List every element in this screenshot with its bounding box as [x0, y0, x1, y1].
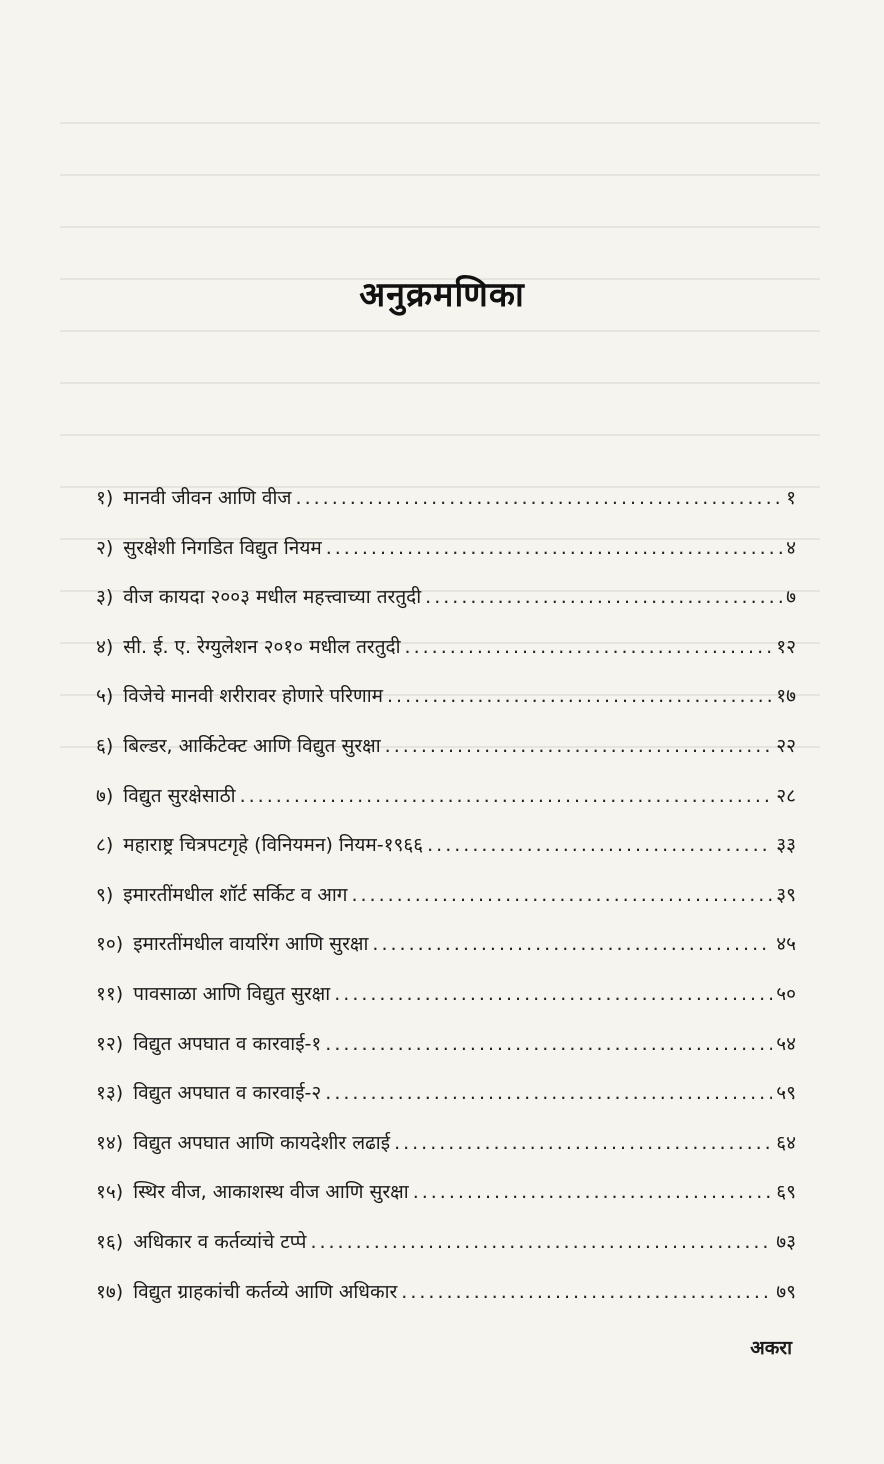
toc-entry-label: विद्युत सुरक्षेसाठी	[123, 784, 236, 807]
toc-entry-page: १७	[776, 685, 796, 708]
toc-entry-label: सुरक्षेशी निगडित विद्युत नियम	[123, 536, 322, 559]
toc-entry-page: ७	[786, 586, 796, 609]
page-title: अनुक्रमणिका	[359, 275, 525, 315]
leader-dots	[296, 474, 783, 524]
leader-dots	[334, 970, 772, 1020]
toc-entry-label: वीज कायदा २००३ मधील महत्त्वाच्या तरतुदी	[123, 586, 422, 609]
toc-entry-label: बिल्डर, आर्किटेक्ट आणि विद्युत सुरक्षा	[123, 734, 381, 757]
page-number-footer: अकरा	[750, 1337, 792, 1359]
toc-entry-label: स्थिर वीज, आकाशस्थ वीज आणि सुरक्षा	[133, 1181, 409, 1204]
toc-entry-label: पावसाळा आणि विद्युत सुरक्षा	[133, 982, 331, 1005]
toc-entry-label: विद्युत ग्राहकांची कर्तव्ये आणि अधिकार	[133, 1280, 398, 1303]
toc-entry	[96, 573, 796, 623]
toc-entry	[96, 871, 796, 921]
toc-entry-number: २)	[96, 536, 114, 559]
toc-entry-page: ६४	[776, 1131, 796, 1154]
toc-entry	[96, 1069, 796, 1119]
toc-entry	[96, 1020, 796, 1070]
toc-entry-number: ११)	[96, 982, 124, 1005]
toc-entry-number: १७)	[96, 1280, 124, 1303]
toc-entry	[96, 970, 796, 1020]
table-of-contents	[96, 474, 796, 1317]
leader-dots	[310, 1218, 772, 1268]
toc-entry-page: २८	[776, 784, 796, 807]
toc-entry-number: १५)	[96, 1181, 124, 1204]
toc-entry-page: ५९	[776, 1082, 796, 1105]
toc-entry-label: इमारतींमधील वायरिंग आणि सुरक्षा	[133, 933, 369, 956]
toc-entry-number: ७)	[96, 784, 114, 807]
leader-dots	[351, 871, 772, 921]
toc-entry	[96, 474, 796, 524]
toc-entry-label: विद्युत अपघात व कारवाई-१	[133, 1032, 322, 1055]
toc-entry	[96, 772, 796, 822]
toc-entry	[96, 672, 796, 722]
toc-entry-page: १२	[776, 635, 796, 658]
leader-dots	[385, 722, 773, 772]
toc-entry	[96, 920, 796, 970]
leader-dots	[413, 1168, 773, 1218]
toc-entry	[96, 1218, 796, 1268]
toc-entry-page: ५०	[776, 982, 796, 1005]
toc-entry-number: ३)	[96, 586, 114, 609]
leader-dots	[372, 920, 772, 970]
toc-entry	[96, 821, 796, 871]
toc-entry	[96, 1268, 796, 1318]
toc-entry-label: महाराष्ट्र चित्रपटगृहे (विनियमन) नियम-१९६६	[123, 834, 424, 857]
toc-entry	[96, 623, 796, 673]
toc-entry-page: १	[786, 487, 796, 509]
toc-entry-number: १४)	[96, 1131, 124, 1154]
toc-entry-label: सी. ई. ए. रेग्युलेशन २०१० मधील तरतुदी	[123, 635, 401, 658]
toc-entry-page: ७३	[776, 1230, 796, 1253]
toc-entry-number: ८)	[96, 834, 114, 857]
toc-entry-number: ९)	[96, 883, 114, 906]
toc-entry-number: १)	[96, 487, 114, 509]
toc-entry	[96, 722, 796, 772]
leader-dots	[326, 524, 782, 574]
toc-entry-label: अधिकार व कर्तव्यांचे टप्पे	[133, 1230, 307, 1253]
leader-dots	[405, 623, 773, 673]
toc-entry-number: १०)	[96, 933, 124, 956]
toc-entry-number: ६)	[96, 734, 114, 757]
toc-entry-page: ५४	[776, 1032, 796, 1055]
toc-entry-label: विजेचे मानवी शरीरावर होणारे परिणाम	[123, 685, 383, 708]
leader-dots	[394, 1119, 772, 1169]
toc-entry-label: मानवी जीवन आणि वीज	[123, 487, 292, 509]
leader-dots	[325, 1020, 772, 1070]
toc-entry	[96, 1119, 796, 1169]
toc-entry-number: १३)	[96, 1082, 124, 1105]
leader-dots	[325, 1069, 772, 1119]
toc-entry-page: २२	[776, 734, 796, 757]
toc-entry-number: ४)	[96, 635, 114, 658]
leader-dots	[401, 1268, 772, 1318]
toc-entry-number: १६)	[96, 1230, 124, 1253]
toc-entry-label: विद्युत अपघात आणि कायदेशीर लढाई	[133, 1131, 391, 1154]
toc-entry-page: ३९	[776, 883, 796, 906]
leader-dots	[425, 573, 782, 623]
toc-entry	[96, 1168, 796, 1218]
toc-entry-page: ४	[786, 536, 796, 559]
toc-entry-label: विद्युत अपघात व कारवाई-२	[133, 1082, 322, 1105]
leader-dots	[427, 821, 772, 871]
toc-entry-number: १२)	[96, 1032, 124, 1055]
leader-dots	[240, 772, 773, 822]
toc-entry-number: ५)	[96, 685, 114, 708]
leader-dots	[387, 672, 772, 722]
toc-entry-page: ६९	[776, 1181, 796, 1204]
toc-entry	[96, 524, 796, 574]
toc-entry-page: ४५	[776, 933, 796, 956]
toc-entry-label: इमारतींमधील शॉर्ट सर्किट व आग	[123, 883, 348, 906]
toc-entry-page: ७९	[776, 1280, 796, 1303]
toc-entry-page: ३३	[776, 834, 796, 857]
